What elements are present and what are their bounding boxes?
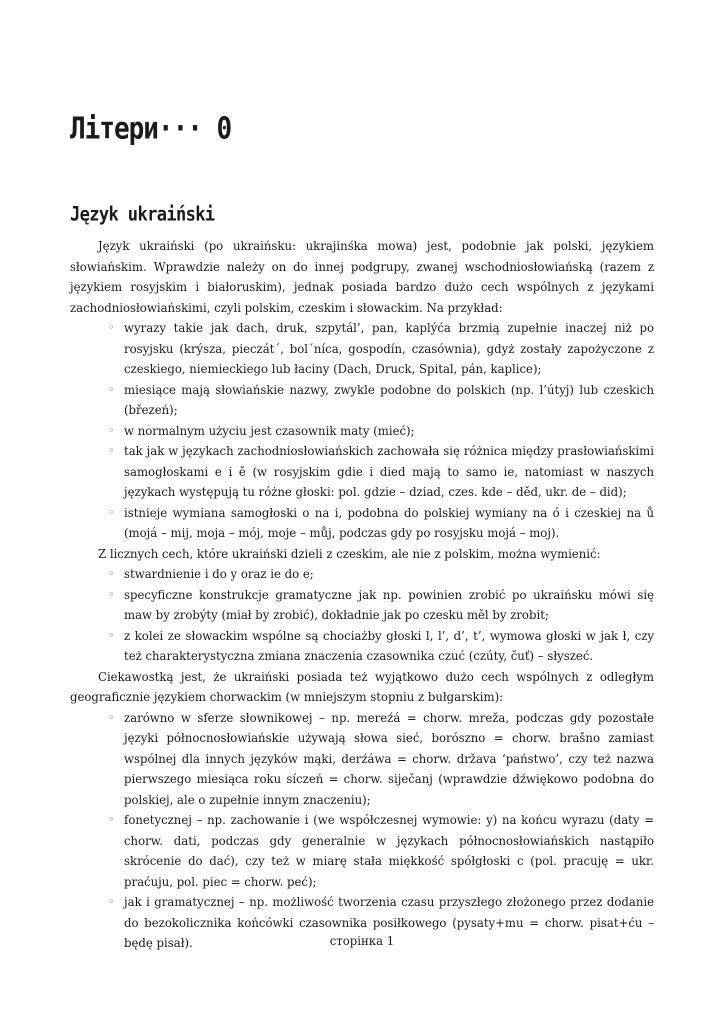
list-item: ◦ wyrazy takie jak dach, druk, szpytál’, pan, kaplýća brzmią zupełnie inaczej niż po rosyjsku (krýsza, pieczát´, bol´níca, gospodín, czasównia), gdyż zostały zapożyczone z czeskiego, niemieckiego lub łaciny (Dach, Druck, Spital, pán, kaplice); [124, 318, 654, 380]
croatian-paragraph: Ciekawostką jest, że ukraiński posiada też wyjątkowo dużo cech wspólnych z odległym geograficznie językiem chorwackim (w mniejszym stopniu z bułgarskim): [70, 669, 654, 704]
list-item: ◦ w normalnym użyciu jest czasownik maty (mieć); [124, 421, 654, 442]
list-croatian-features [70, 708, 654, 954]
list-item: ◦ stwardnienie i do y oraz ie do e; [124, 564, 654, 585]
list-item: ◦ zarówno w sferze słownikowej – np. mereźá = chorw. mreža, podczas gdy pozostałe języki północnosłowiańskie używają słowa sieć, borószno = chorw. brašno zamiast wspólnej dla innych języków mąki, derźáwa = chorw. država ‘państwo’, czy też nazwa pierwszego miesiąca roku síczeń = chorw. siječanj (wprawdzie dźwiękowo podobna do polskiej, ale o zupełnie innym znaczeniu); [124, 708, 654, 811]
list-item: ◦ miesiące mają słowiańskie nazwy, zwykle podobne do polskich (np. l’útyj) lub czeskich (březeń); [124, 380, 654, 421]
page-number: сторінка 1 [329, 934, 395, 948]
page-title: Літери··· 0 [70, 112, 232, 147]
document-body [70, 236, 654, 954]
list-item: ◦ istnieje wymiana samogłoski o na i, podobna do polskiej wymiany na ó i czeskiej na ů (mojá – mij, moja – mój, moje – můj, podczas gdy po rosyjsku mojá – moj). [124, 503, 654, 544]
list-item: ◦ z kolei ze słowackim wspólne są chociażby głoski l, l’, d’, t’, wymowa głoski w jak ł, czy też charakterystyczna zmiana znaczenia czasownika czuć (czúty, čuť) – słyszeć. [124, 626, 654, 667]
list-item: ◦ specyficzne konstrukcje gramatyczne jak np. powinien zrobić po ukraińsku mówi się maw by zrobýty (miał by zrobić), dokładnie jak po czesku měl by zrobit; [124, 585, 654, 626]
list-czech-features [70, 564, 654, 667]
czech-paragraph: Z licznych cech, które ukraiński dzieli z czeskim, ale nie z polskim, można wymienić: [98, 546, 601, 561]
intro-paragraph: Język ukraiński (po ukraińsku: ukrajinśka mowa) jest, podobnie jak polski, językiem słowiańskim. Wprawdzie należy on do innej podgrupy, zwanej wschodniosłowiańską (razem z językiem rosyjskim i białoruskim), jednak posiada bardzo dużo cech wspólnych z językami zachodniosłowiańskimi, czyli polskim, czeskim i słowackim. Na przykład: [70, 239, 654, 315]
list-similarities [70, 318, 654, 544]
list-item: ◦ tak jak w językach zachodniosłowiańskich zachowała się różnica między prasłowiańskimi samogłoskami e i ě (w rosyjskim gdie i died mają to samo ie, natomiast w naszych językach występują tu różne głoski: pol. gdzie – dziad, czes. kde – děd, ukr. de – did); [124, 441, 654, 503]
list-item: ◦ jak i gramatycznej – np. możliwość tworzenia czasu przyszłego złożonego przez dodanie do bezokolicznika końcówki czasownika posiłkowego (pysaty+mu = chorw. pisat+ću – będę pisał). [124, 892, 654, 954]
list-item: ◦ fonetycznej – np. zachowanie i (we współczesnej wymowie: y) na końcu wyrazu (daty = chorw. dati, podczas gdy generalnie w językach północnosłowiańskich nastąpiło skrócenie do dać), czy też w miarę stała miękkość spółgłoski c (pol. pracuję = ukr. praćuju, pol. piec = chorw. peć); [124, 810, 654, 892]
section-title: Język ukraiński [70, 203, 215, 226]
